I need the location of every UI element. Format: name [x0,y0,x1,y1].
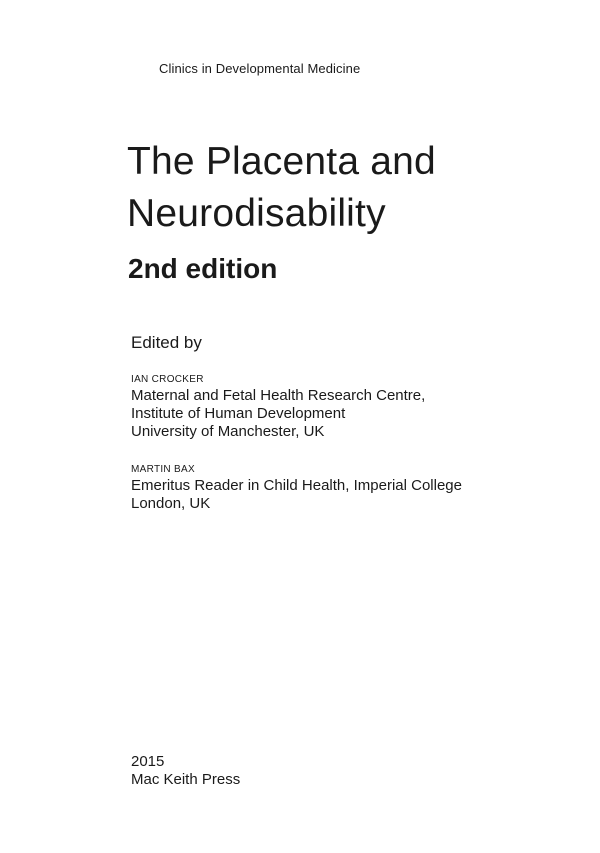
affiliation-line: University of Manchester, UK [131,423,325,440]
imprint [131,753,240,789]
book-title [127,136,436,240]
affiliation-line: Maternal and Fetal Health Research Centre, [131,387,426,404]
editor-name: IAN CROCKER [131,374,204,385]
editor-name: MARTIN BAX [131,464,195,475]
edition-label: 2nd edition [128,253,278,284]
book-title-line-1: The Placenta and [127,140,436,183]
publication-year: 2015 [131,753,165,770]
series-title: Clinics in Developmental Medicine [159,61,361,76]
editor-block-crocker [131,373,425,441]
publisher-name: Mac Keith Press [131,771,241,788]
affiliation-line: Institute of Human Development [131,405,346,422]
editor-affiliation [131,387,425,441]
affiliation-line: London, UK [131,495,211,512]
edited-by-label: Edited by [131,333,202,352]
editor-block-bax [131,463,462,513]
affiliation-line: Emeritus Reader in Child Health, Imperial College [131,477,462,494]
editor-affiliation [131,477,462,513]
book-title-line-2: Neurodisability [127,192,386,235]
